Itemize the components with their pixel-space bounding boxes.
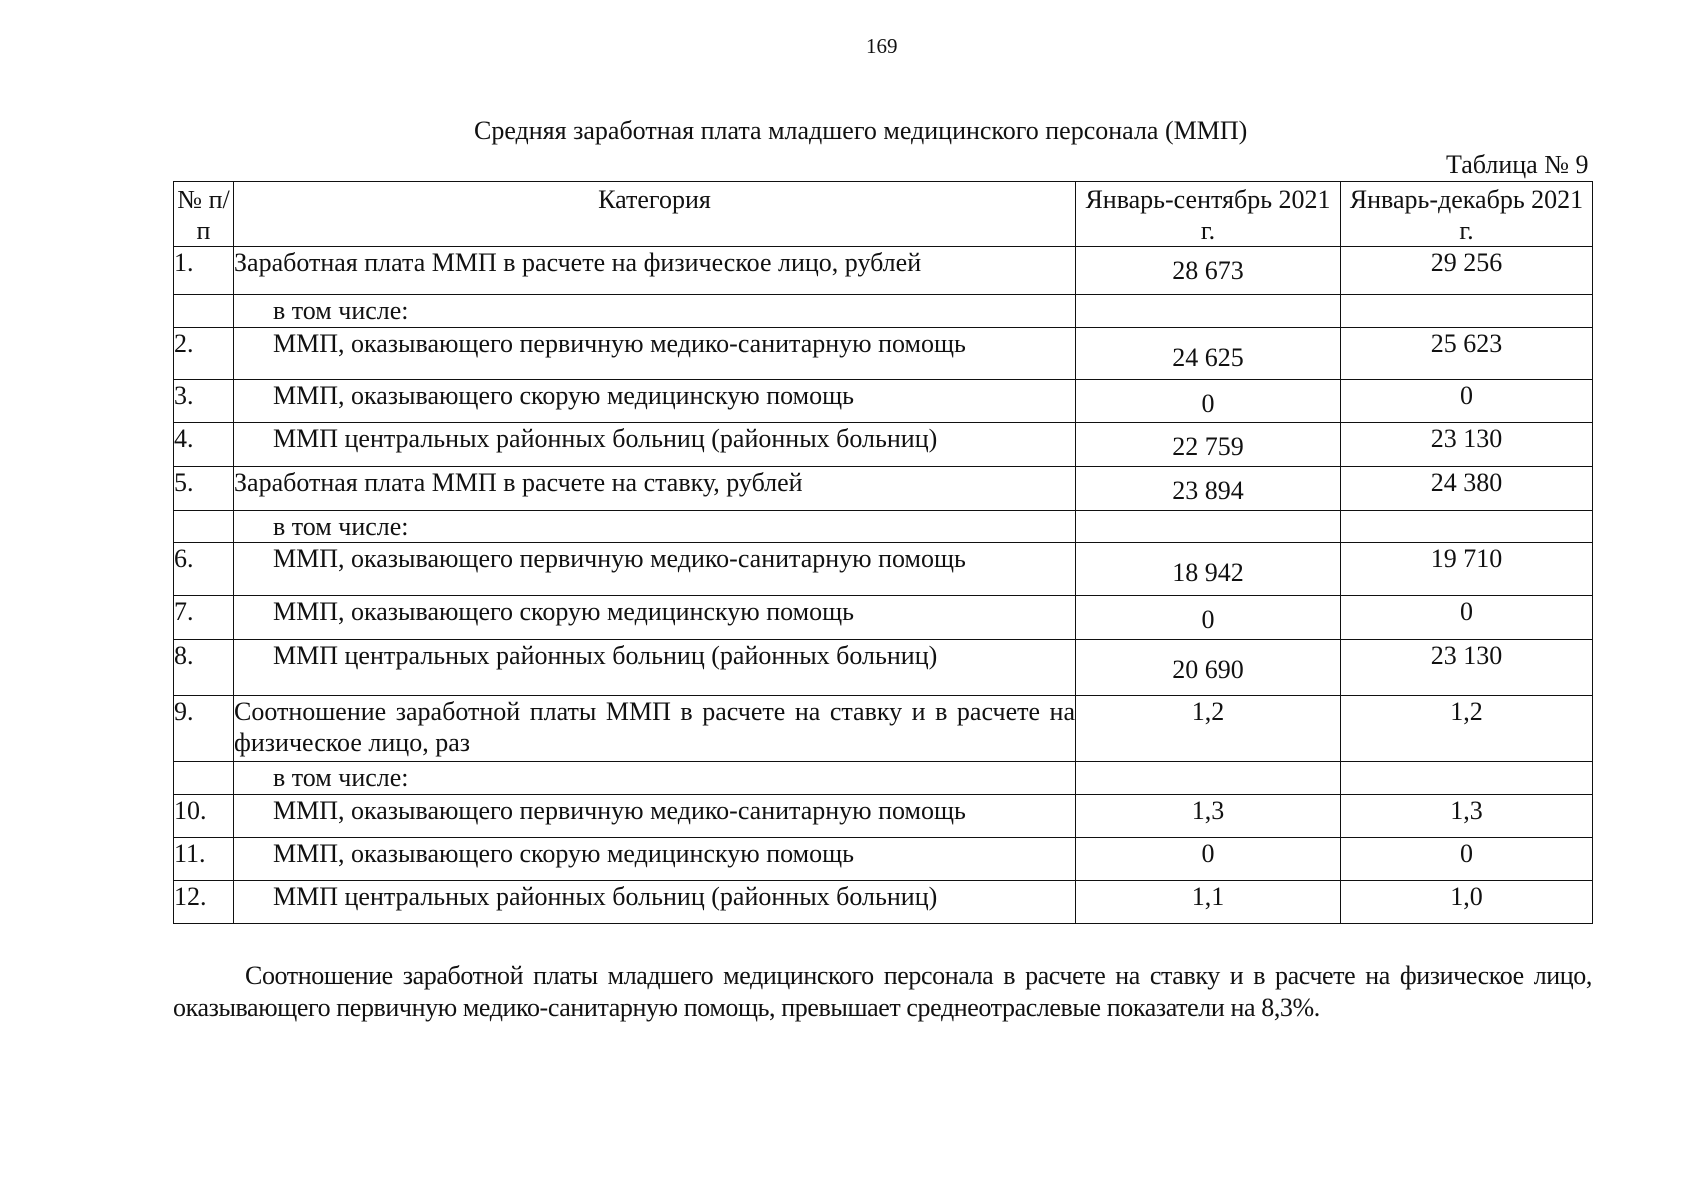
row-category: ММП, оказывающего скорую медицинскую помощь [234,838,1076,881]
row-category: ММП центральных районных больниц (районных больниц) [234,881,1076,924]
row-category: ММП центральных районных больниц (районных больниц) [234,423,1076,467]
row-category: Заработная плата ММП в расчете на ставку, рублей [234,467,1076,511]
row-value-jan-dec: 0 [1341,838,1593,881]
table-row [174,247,1593,295]
row-num: 9. [174,696,234,762]
row-category: ММП, оказывающего первичную медико-санитарную помощь [234,795,1076,838]
header-period-jan-sep: Январь-сентябрь 2021 г. [1076,182,1341,247]
table-row [174,380,1593,423]
row-value-jan-dec: 19 710 [1341,543,1593,596]
row-category: ММП центральных районных больниц (районных больниц) [234,640,1076,696]
row-value-jan-dec [1341,295,1593,328]
salary-table [173,181,1593,924]
row-value-jan-dec: 1,2 [1341,696,1593,762]
table-row [174,511,1593,543]
table-header-row [174,182,1593,247]
row-num: 6. [174,543,234,596]
table-row [174,881,1593,924]
row-value-jan-sep: 23 894 [1076,467,1341,511]
row-value-jan-dec: 23 130 [1341,423,1593,467]
table-row [174,328,1593,380]
header-category: Категория [234,182,1076,247]
row-value-jan-dec: 1,0 [1341,881,1593,924]
table-row [174,543,1593,596]
table-row [174,762,1593,795]
table-row [174,838,1593,881]
summary-paragraph: Соотношение заработной платы младшего медицинского персонала в расчете на ставку и в расчете на физическое лицо, оказывающего первичную медико-санитарную помощь, превышает среднеотраслевые показатели на 8,3%. [173,961,1592,1022]
page-number-text: 169 [866,34,898,58]
row-num: 8. [174,640,234,696]
row-num: 12. [174,881,234,924]
table-row [174,696,1593,762]
row-value-jan-sep: 0 [1076,596,1341,640]
row-num: 3. [174,380,234,423]
row-num [174,762,234,795]
table-row [174,795,1593,838]
row-num: 2. [174,328,234,380]
row-value-jan-sep: 18 942 [1076,543,1341,596]
row-value-jan-sep: 1,2 [1076,696,1341,762]
row-value-jan-dec: 25 623 [1341,328,1593,380]
row-num: 4. [174,423,234,467]
header-num: № п/п [174,182,234,247]
table-row [174,423,1593,467]
row-value-jan-dec: 0 [1341,380,1593,423]
row-value-jan-dec: 23 130 [1341,640,1593,696]
row-value-jan-sep: 28 673 [1076,247,1341,295]
row-num [174,295,234,328]
row-category: в том числе: [234,295,1076,328]
row-num: 5. [174,467,234,511]
row-value-jan-dec: 24 380 [1341,467,1593,511]
row-category: в том числе: [234,511,1076,543]
row-value-jan-sep [1076,762,1341,795]
row-category: ММП, оказывающего скорую медицинскую помощь [234,596,1076,640]
row-value-jan-sep: 20 690 [1076,640,1341,696]
row-category: в том числе: [234,762,1076,795]
table-row [174,467,1593,511]
row-value-jan-dec [1341,762,1593,795]
table-row [174,295,1593,328]
row-value-jan-sep: 0 [1076,838,1341,881]
row-category: ММП, оказывающего первичную медико-санитарную помощь [234,543,1076,596]
row-value-jan-dec: 29 256 [1341,247,1593,295]
table-row [174,640,1593,696]
row-value-jan-sep [1076,511,1341,543]
row-num: 10. [174,795,234,838]
table-title: Средняя заработная плата младшего медицинского персонала (ММП) [474,116,1248,145]
row-value-jan-sep: 1,1 [1076,881,1341,924]
row-value-jan-sep [1076,295,1341,328]
row-value-jan-dec: 0 [1341,596,1593,640]
row-category: ММП, оказывающего скорую медицинскую помощь [234,380,1076,423]
row-num: 1. [174,247,234,295]
header-period-jan-dec: Январь-декабрь 2021 г. [1341,182,1593,247]
row-num: 11. [174,838,234,881]
row-category: ММП, оказывающего первичную медико-санитарную помощь [234,328,1076,380]
row-value-jan-dec [1341,511,1593,543]
row-category: Заработная плата ММП в расчете на физическое лицо, рублей [234,247,1076,295]
row-num: 7. [174,596,234,640]
row-num [174,511,234,543]
table-row [174,596,1593,640]
row-value-jan-sep: 24 625 [1076,328,1341,380]
table-label: Таблица № 9 [1446,150,1589,179]
row-value-jan-sep: 22 759 [1076,423,1341,467]
row-value-jan-sep: 1,3 [1076,795,1341,838]
row-value-jan-sep: 0 [1076,380,1341,423]
row-value-jan-dec: 1,3 [1341,795,1593,838]
row-category: Соотношение заработной платы ММП в расчете на ставку и в расчете на физическое лицо, раз [234,696,1076,762]
